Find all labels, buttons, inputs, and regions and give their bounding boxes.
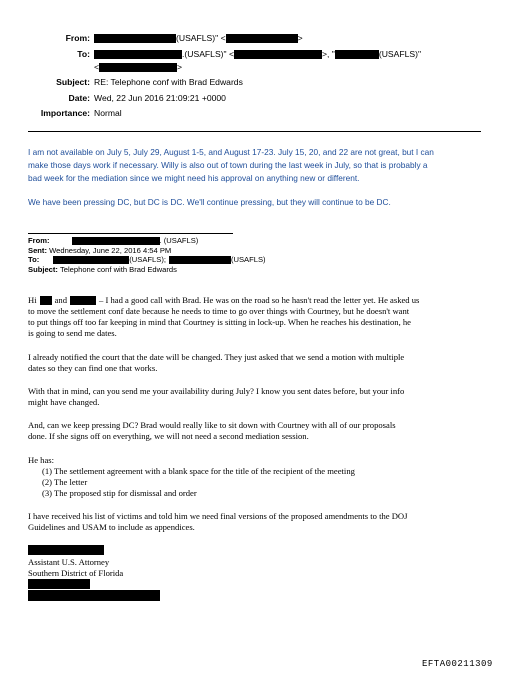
to-value-1: .(USAFLS)" <	[182, 49, 234, 59]
date-value: Wed, 22 Jun 2016 21:09:21 +0000	[94, 93, 226, 103]
body-paragraph-3	[28, 386, 486, 408]
subject-label: Subject:	[56, 77, 90, 87]
redaction-block	[226, 34, 298, 43]
redaction-block	[169, 256, 231, 264]
orig-from-value: . (USAFLS)	[159, 236, 199, 245]
orig-subject-label: Subject:	[28, 264, 58, 274]
from-label: From:	[65, 33, 90, 43]
greeting-line	[28, 295, 486, 306]
to-label: To:	[77, 49, 90, 59]
body-paragraph-5	[28, 511, 486, 533]
to-value-3: (USAFLS)"	[378, 49, 422, 59]
body-paragraph-1	[28, 295, 486, 339]
date-label: Date:	[68, 93, 90, 103]
header-subject-row	[40, 77, 243, 88]
body-line: With that in mind, can you send me your availability during July? I know you sent dates before, but your info	[28, 386, 405, 396]
has-label: He has:	[28, 455, 55, 465]
body-line: to move the settlement conf date because he needs to time to go over things with Courtney, but he doesn't want	[28, 306, 410, 316]
to-line2-start: <	[94, 62, 100, 72]
to-line2-end: >	[177, 62, 183, 72]
body-line: dates so they can find one that works.	[28, 363, 158, 373]
list-item: (2) The letter	[42, 477, 88, 487]
body-line: Guidelines and USAM to include as appendices.	[28, 522, 195, 532]
greeting-hi: Hi	[28, 295, 37, 305]
items-heading	[28, 455, 486, 466]
orig-subject-row	[28, 265, 177, 274]
header-to-row	[40, 49, 421, 60]
orig-subject-value: Telephone conf with Brad Edwards	[59, 264, 177, 274]
redaction-block	[99, 63, 177, 72]
header-importance-row	[20, 108, 122, 119]
redaction-block	[234, 50, 322, 59]
items-list	[42, 466, 500, 499]
body-line: I have received his list of victims and told him we need final versions of the proposed amendments to the DOJ	[28, 511, 408, 521]
orig-to-value-2: (USAFLS)	[230, 255, 266, 264]
redaction-block	[53, 256, 129, 264]
orig-to-row	[28, 255, 266, 264]
original-message-divider	[28, 233, 233, 234]
orig-to-value-1: (USAFLS);	[129, 255, 166, 264]
orig-sent-label: Sent:	[28, 245, 47, 255]
redaction-block	[335, 50, 379, 59]
redaction-block	[72, 237, 160, 245]
greeting-and: and	[54, 295, 68, 305]
redaction-block	[40, 296, 52, 305]
signature-name-redaction	[28, 545, 104, 555]
header-from-row	[40, 33, 303, 44]
body-paragraph-4	[28, 420, 486, 442]
reply-line: bad week for the mediation since we might need his approval on anything new or different.	[28, 173, 360, 183]
reply-line: make those days work if necessary. Willy is also out of town during the last week in July, so that is probably a	[28, 160, 428, 170]
orig-sent-row	[28, 246, 171, 255]
orig-sent-value: Wednesday, June 22, 2016 4:54 PM	[49, 245, 172, 255]
importance-value: Normal	[94, 108, 122, 118]
signature-title: Assistant U.S. Attorney	[28, 557, 110, 567]
signature-redaction	[28, 590, 160, 601]
orig-from-row	[28, 236, 198, 245]
signature-block	[28, 557, 486, 579]
signature-district: Southern District of Florida	[28, 568, 124, 578]
reply-line: I am not available on July 5, July 29, August 1-5, and August 17-23. July 15, 20, and 22 are not great, but I can	[28, 147, 434, 157]
body-paragraph-2	[28, 352, 486, 374]
body-line: is going to send me dates.	[28, 328, 117, 338]
redaction-block	[70, 296, 96, 305]
header-to-row-2	[94, 62, 182, 73]
from-value: (USAFLS)" <	[176, 33, 226, 43]
body-line: done. If she signs off on everything, we will not need a second mediation session.	[28, 431, 309, 441]
redaction-block	[94, 34, 176, 43]
reply-paragraph-1	[28, 146, 434, 185]
list-item: (3) The proposed stip for dismissal and order	[42, 488, 197, 498]
body-line: And, can we keep pressing DC? Brad would really like to sit down with Courtney with all of our proposals	[28, 420, 396, 430]
importance-label: Importance:	[40, 108, 90, 118]
to-value-2: >, "	[322, 49, 335, 59]
body-line: – I had a good call with Brad. He was on the road so he hasn't read the letter yet. He asked us	[99, 295, 420, 305]
reply-paragraph-2	[28, 196, 391, 209]
header-date-row	[40, 93, 226, 104]
header-divider	[28, 131, 481, 132]
redaction-block	[94, 50, 182, 59]
body-line: to put things off too far keeping in mind that Courtney is sitting in lock-up. When he reaches his destination, he	[28, 317, 411, 327]
from-end: >	[297, 33, 303, 43]
orig-from-label: From:	[28, 236, 50, 245]
list-item: (1) The settlement agreement with a blank space for the title of the recipient of the meeting	[42, 466, 355, 476]
body-line: might have changed.	[28, 397, 100, 407]
document-id: EFTA00211309	[422, 659, 493, 669]
body-line: I already notified the court that the date will be changed. They just asked that we send a motion with multiple	[28, 352, 405, 362]
subject-value: RE: Telephone conf with Brad Edwards	[94, 77, 243, 87]
orig-to-label: To:	[28, 255, 40, 264]
reply-line: We have been pressing DC, but DC is DC. We'll continue pressing, but they will continue to be DC.	[28, 197, 391, 207]
signature-redaction	[28, 579, 90, 589]
